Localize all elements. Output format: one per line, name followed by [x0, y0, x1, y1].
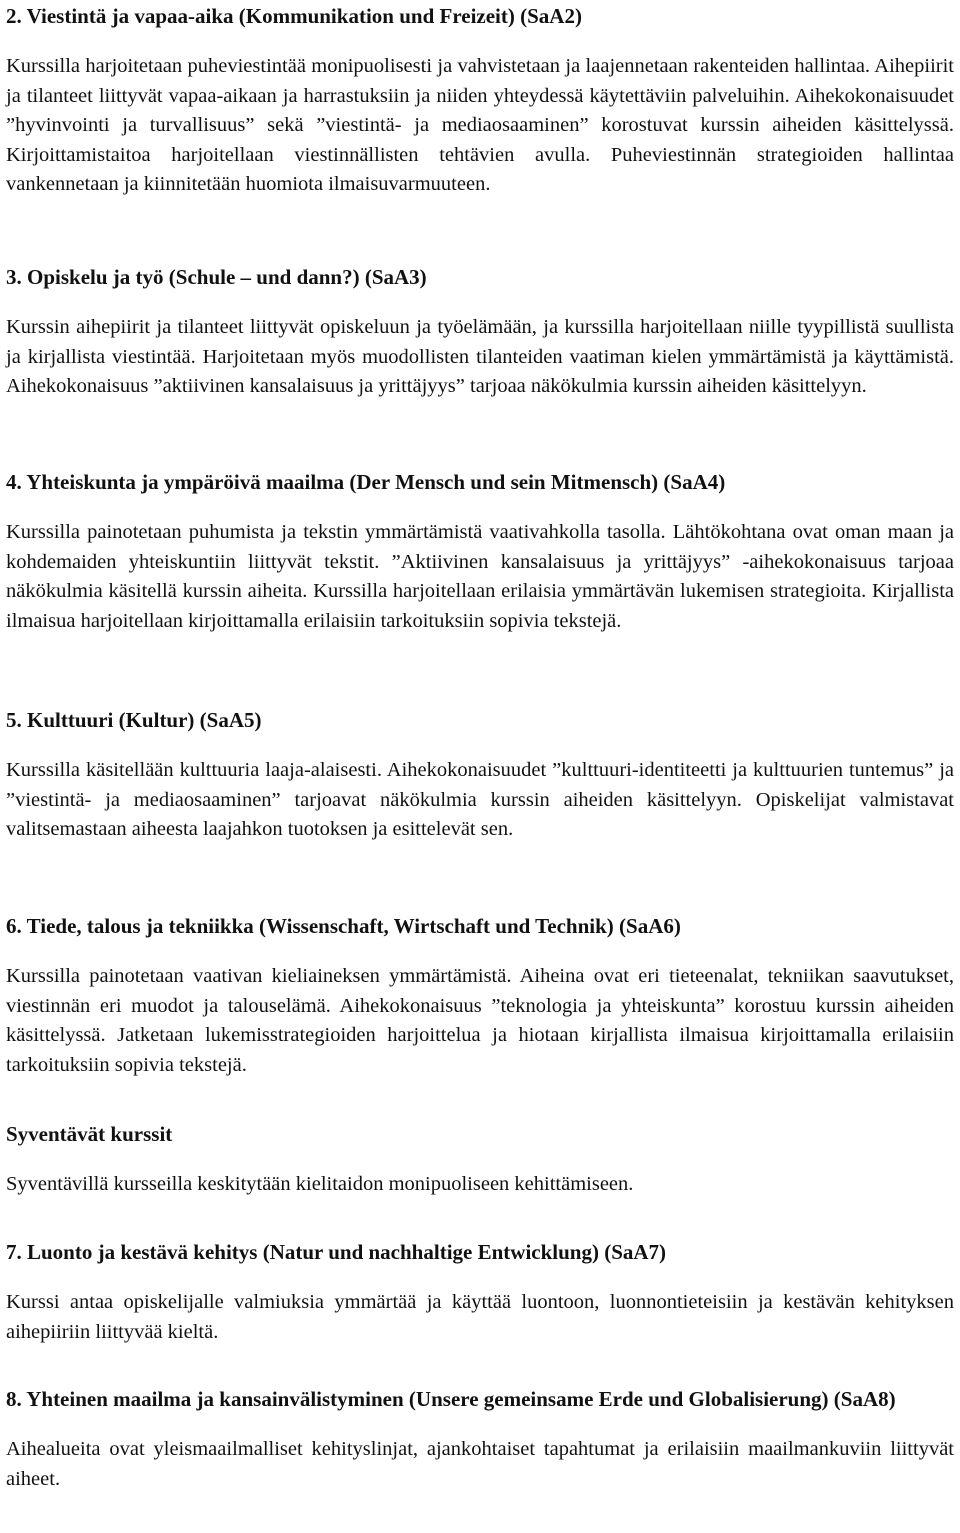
- section-saa4: [6, 468, 954, 636]
- section-heading: 5. Kulttuuri (Kultur) (SaA5): [6, 708, 262, 732]
- section-body: Kurssilla painotetaan vaativan kieliaineksen ymmärtämistä. Aiheina ovat eri tieteenalat, tekniikan saavutukset, viestinnän eri muodot ja talouselämä. Aihekokonaisuus ”teknologia ja yhteiskunta” korostuu kurssin aiheiden käsittelyssä. Jatketaan lukemisstrategioiden harjoittelua ja hiotaan kirjallista ilmaisua kirjoittamalla erilaisiin tarkoituksiin sopivia tekstejä.: [6, 965, 954, 1076]
- section-body: Syventävillä kursseilla keskitytään kielitaidon monipuoliseen kehittämiseen.: [6, 1173, 634, 1195]
- section-heading: 8. Yhteinen maailma ja kansainvälistyminen (Unsere gemeinsame Erde und Globalisierung) (SaA8): [6, 1387, 896, 1411]
- section-body: Kurssin aihepiirit ja tilanteet liittyvät opiskeluun ja työelämään, ja kurssilla harjoitellaan niille tyypillistä suullista ja kirjallista viestintää. Harjoitetaan myös muodollisten tilanteiden vaatiman kielen ymmärtämistä ja käyttämistä. Aihekokonaisuus ”aktiivinen kansalaisuus ja yrittäjyys” tarjoaa näkökulmia kurssin aiheiden käsittelyyn.: [6, 316, 954, 398]
- section-heading: 4. Yhteiskunta ja ympäröivä maailma (Der Mensch und sein Mitmensch) (SaA4): [6, 470, 726, 494]
- section-saa3: [6, 263, 954, 402]
- section-heading: 7. Luonto ja kestävä kehitys (Natur und nachhaltige Entwicklung) (SaA7): [6, 1240, 667, 1264]
- section-heading: 2. Viestintä ja vapaa-aika (Kommunikation und Freizeit) (SaA2): [6, 4, 582, 28]
- section-body: Kurssilla painotetaan puhumista ja tekstin ymmärtämistä vaativahkolla tasolla. Lähtökohtana ovat oman maan ja kohdemaiden yhteiskuntiin liittyvät tekstit. ”Aktiivinen kansalaisuus ja yrittäjyys” -aihekokonaisuus tarjoaa näkökulmia käsitellä kurssin aiheita. Kurssilla harjoitellaan erilaisia ymmärtävän lukemisen strategioita. Kirjallista ilmaisua harjoitellaan kirjoittamalla erilaisiin tarkoituksiin sopivia tekstejä.: [6, 521, 954, 632]
- section-saa7: [6, 1238, 954, 1347]
- section-saa8: [6, 1385, 954, 1494]
- section-body: Kurssi antaa opiskelijalle valmiuksia ymmärtää ja käyttää luontoon, luonnontieteisiin ja kestävän kehityksen aihepiiriin liittyvää kieltä.: [6, 1291, 954, 1343]
- section-saa5: [6, 706, 954, 845]
- section-heading: Syventävät kurssit: [6, 1122, 173, 1146]
- section-body: Kurssilla käsitellään kulttuuria laaja-alaisesti. Aihekokonaisuudet ”kulttuuri-identiteetti ja kulttuurien tuntemus” ja ”viestintä- ja mediaosaaminen” tarjoavat näkökulmia kurssin aiheiden käsittelyyn. Opiskelijat valmistavat valitsemastaan aiheesta laajahkon tuotoksen ja esittelevät sen.: [6, 759, 954, 841]
- section-body: Aihealueita ovat yleismaailmalliset kehityslinjat, ajankohtaiset tapahtumat ja erilaisiin maailmankuviin liittyvät aiheet.: [6, 1438, 954, 1490]
- section-heading: 6. Tiede, talous ja tekniikka (Wissenschaft, Wirtschaft und Technik) (SaA6): [6, 914, 681, 938]
- section-body: Kurssilla harjoitetaan puheviestintää monipuolisesti ja vahvistetaan ja laajennetaan rakenteiden hallintaa. Aihepiirit ja tilanteet liittyvät vapaa-aikaan ja harrastuksiin ja niiden yhteydessä käytettäviin palveluihin. Aihekokonaisuudet ”hyvinvointi ja turvallisuus” sekä ”viestintä- ja mediaosaaminen” korostuvat kurssin aiheiden käsittelyssä. Kirjoittamistaitoa harjoitellaan viestinnällisten tehtävien avulla. Puheviestinnän strategioiden hallintaa vankennetaan ja kiinnitetään huomiota ilmaisuvarmuuteen.: [6, 55, 954, 196]
- section-heading: 3. Opiskelu ja työ (Schule – und dann?) (SaA3): [6, 265, 427, 289]
- section-saa2: [6, 2, 954, 200]
- section-saa6: [6, 912, 954, 1080]
- section-advanced-courses: [6, 1120, 954, 1200]
